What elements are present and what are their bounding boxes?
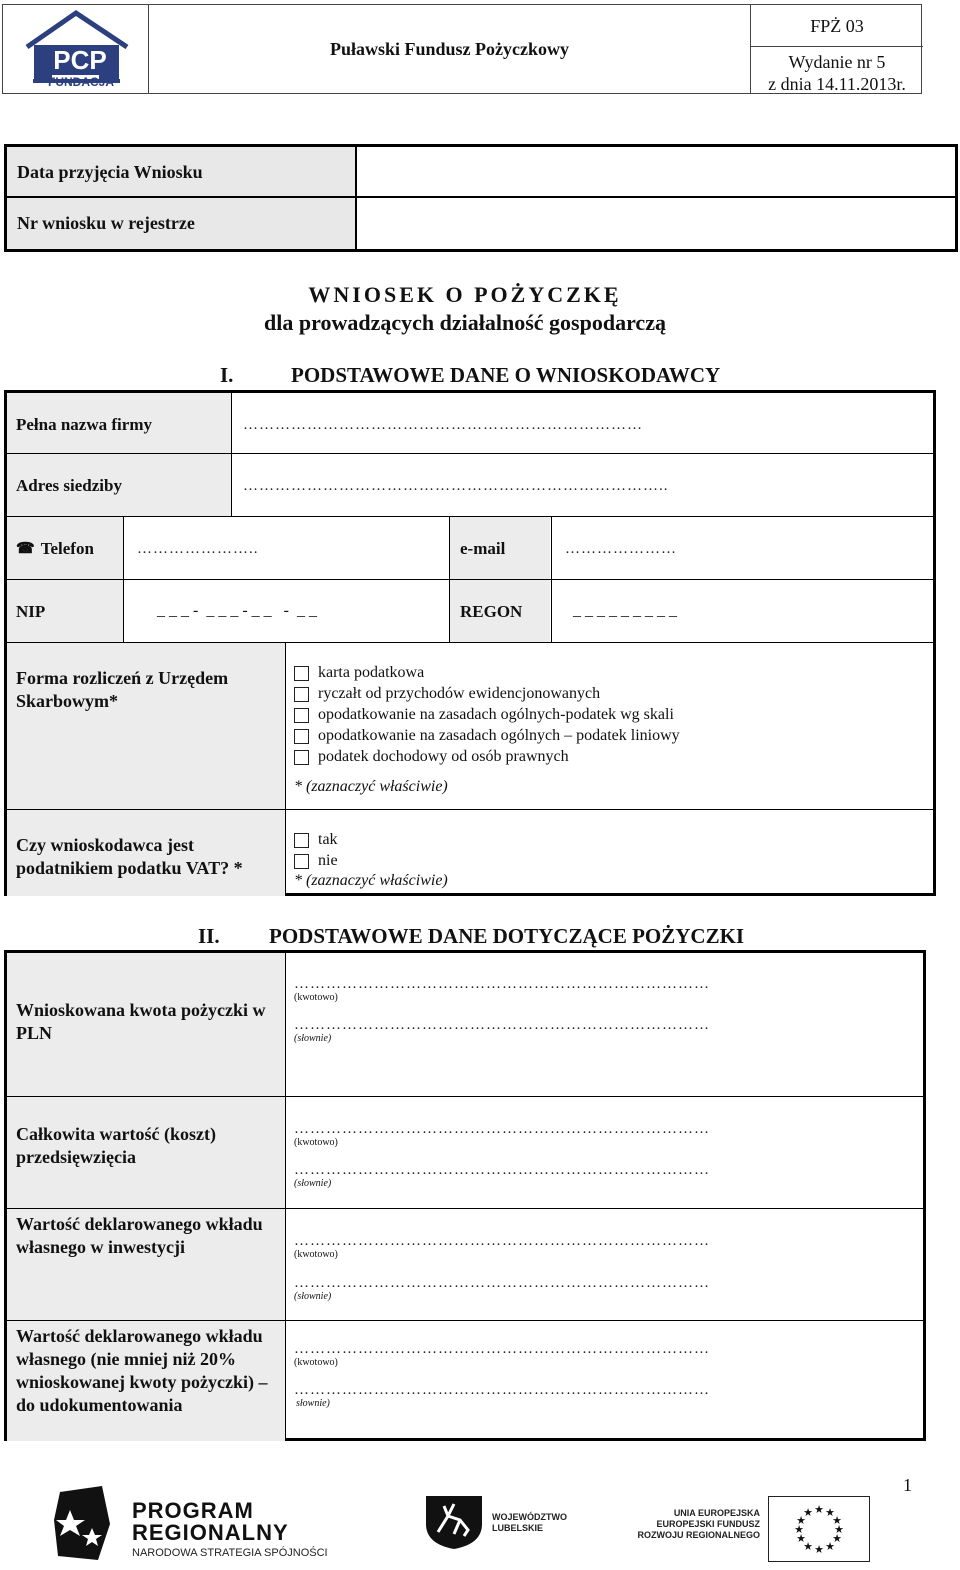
option-label: karta podatkowa xyxy=(318,664,425,681)
checkbox[interactable] xyxy=(294,854,309,869)
svg-text:★: ★ xyxy=(832,1532,842,1545)
section2-title: PODSTAWOWE DANE DOTYCZĄCE POŻYCZKI xyxy=(269,924,745,948)
own-min-field[interactable]: …………………………………………………………………… xyxy=(294,1341,710,1357)
option-label: podatek dochodowy od osób prawnych xyxy=(318,748,569,765)
checkbox[interactable] xyxy=(294,687,309,702)
checkbox[interactable] xyxy=(294,729,309,744)
option-label: ryczałt od przychodów ewidencjonowanych xyxy=(318,685,601,702)
total-words-field[interactable]: …………………………………………………………………… xyxy=(294,1162,710,1178)
poland-map-icon xyxy=(52,1484,112,1562)
tax-option-4[interactable] xyxy=(294,727,680,745)
own-min-words-field[interactable]: …………………………………………………………………… xyxy=(294,1382,710,1398)
email-label: e-mail xyxy=(450,517,550,579)
loan-amount-field[interactable]: …………………………………………………………………… xyxy=(294,976,710,992)
phone-icon: ☎ xyxy=(16,541,35,557)
voivodeship-line2: LUBELSKIE xyxy=(492,1523,544,1533)
doc-meta xyxy=(751,5,923,93)
section2-number: II. xyxy=(198,924,220,948)
reception-number-field[interactable] xyxy=(357,198,955,249)
own-contribution-field[interactable]: …………………………………………………………………… xyxy=(294,1233,710,1249)
reception-date-label: Data przyjęcia Wniosku xyxy=(7,147,357,198)
reception-date-field[interactable] xyxy=(357,147,955,198)
svg-text:★: ★ xyxy=(814,1503,824,1516)
svg-text:★: ★ xyxy=(803,1540,813,1553)
tax-option-3[interactable] xyxy=(294,706,674,724)
pcp-logo xyxy=(3,5,149,93)
tax-option-2[interactable] xyxy=(294,685,600,703)
edition-info xyxy=(751,47,923,95)
eu-line2: EUROPEJSKI FUNDUSZ xyxy=(656,1519,760,1529)
page-number: 1 xyxy=(903,1475,912,1495)
words-hint: słownie) xyxy=(296,1398,330,1409)
doc-code: FPŻ 03 xyxy=(751,5,923,47)
phone-field[interactable]: ………………….. xyxy=(137,541,259,557)
section1-number: I. xyxy=(220,363,234,387)
total-cost-label: Całkowita wartość (koszt) przedsięwzięcia xyxy=(7,1097,285,1208)
tax-note: * (zaznaczyć właściwie) xyxy=(294,778,448,795)
form-subtitle: dla prowadzących działalność gospodarczą xyxy=(264,310,666,335)
amount-hint: (kwotowo) xyxy=(294,992,338,1003)
option-label: tak xyxy=(318,831,338,848)
phone-label: Telefon xyxy=(40,539,94,558)
loan-row-2 xyxy=(7,1097,923,1209)
phone-label-cell xyxy=(7,517,123,579)
svg-text:★: ★ xyxy=(796,1532,806,1545)
svg-text:★: ★ xyxy=(796,1514,806,1527)
program-line2: REGIONALNY xyxy=(132,1520,289,1545)
loan-amount-label: Wnioskowana kwota pożyczki w PLN xyxy=(7,953,285,1096)
program-regionalny-logo xyxy=(52,1484,372,1566)
total-cost-field[interactable]: …………………………………………………………………… xyxy=(294,1121,710,1137)
checkbox[interactable] xyxy=(294,708,309,723)
nip-field[interactable]: _ _ _ - _ _ _ - _ _ - _ _ xyxy=(157,602,317,619)
edition: Wydanie nr 5 xyxy=(788,52,886,72)
address-label: Adres siedziby xyxy=(7,454,231,516)
address-field[interactable]: …………………………………………………………………….. xyxy=(243,478,669,494)
vat-option-yes[interactable] xyxy=(294,831,338,849)
company-row xyxy=(7,393,933,454)
deer-crest-icon xyxy=(424,1494,484,1550)
regon-label: REGON xyxy=(450,580,550,642)
tax-option-5[interactable] xyxy=(294,748,569,766)
vat-option-no[interactable] xyxy=(294,852,338,870)
svg-text:★: ★ xyxy=(825,1506,835,1519)
words-hint: (słownie) xyxy=(294,1033,332,1044)
logo-subtitle: FUNDACJA xyxy=(48,75,114,89)
section1-table xyxy=(4,390,936,896)
eu-stars-icon xyxy=(769,1497,869,1561)
edition-date: z dnia 14.11.2013r. xyxy=(768,74,906,94)
eu-flag xyxy=(768,1496,870,1562)
amount-hint: (kwotowo) xyxy=(294,1249,338,1260)
svg-text:★: ★ xyxy=(803,1506,813,1519)
checkbox[interactable] xyxy=(294,666,309,681)
vat-row xyxy=(7,810,933,896)
amount-hint: (kwotowo) xyxy=(294,1357,338,1368)
eu-fund-text xyxy=(616,1508,760,1548)
loan-row-3 xyxy=(7,1209,923,1321)
tax-option-1[interactable] xyxy=(294,664,424,682)
loan-row-4 xyxy=(7,1321,923,1441)
words-hint: (słownie) xyxy=(294,1291,332,1302)
own-contribution-min-label: Wartość deklarowanego wkładu własnego (nie mniej niż 20% wnioskowanej kwoty pożyczki) – do udokumentowania xyxy=(7,1321,285,1441)
words-hint: (słownie) xyxy=(294,1178,332,1189)
option-label: opodatkowanie na zasadach ogólnych-podatek wg skali xyxy=(318,706,674,723)
company-field[interactable]: ………………………………………………………………… xyxy=(243,417,643,433)
org-name: Puławski Fundusz Pożyczkowy xyxy=(149,5,751,93)
form-title: WNIOSEK O POŻYCZKĘ xyxy=(308,282,622,307)
eu-line3: ROZWOJU REGIONALNEGO xyxy=(637,1530,760,1540)
program-line1: PROGRAM xyxy=(132,1498,254,1523)
eu-line1: UNIA EUROPEJSKA xyxy=(673,1508,760,1518)
nip-regon-row xyxy=(7,580,933,643)
regon-field[interactable]: _ _ _ _ _ _ _ _ _ xyxy=(573,602,677,619)
reception-number-label: Nr wniosku w rejestrze xyxy=(7,198,357,249)
reception-box xyxy=(4,144,958,252)
option-label: nie xyxy=(318,852,338,869)
tax-form-label: Forma rozliczeń z Urzędem Skarbowym* xyxy=(7,643,285,809)
svg-text:★: ★ xyxy=(794,1523,804,1536)
lubelskie-logo xyxy=(424,1494,594,1554)
checkbox[interactable] xyxy=(294,750,309,765)
own-words-field[interactable]: …………………………………………………………………… xyxy=(294,1275,710,1291)
loan-words-field[interactable]: …………………………………………………………………… xyxy=(294,1017,710,1033)
vat-note: * (zaznaczyć właściwie) xyxy=(294,872,448,889)
amount-hint: (kwotowo) xyxy=(294,1137,338,1148)
option-label: opodatkowanie na zasadach ogólnych – podatek liniowy xyxy=(318,727,680,744)
checkbox[interactable] xyxy=(294,833,309,848)
email-field[interactable]: ………………… xyxy=(565,541,677,557)
contact-row xyxy=(7,517,933,580)
nip-label: NIP xyxy=(7,580,123,642)
voivodeship-line1: WOJEWÓDZTWO xyxy=(492,1512,567,1522)
svg-text:★: ★ xyxy=(832,1514,842,1527)
address-row xyxy=(7,454,933,517)
section1-title: PODSTAWOWE DANE O WNIOSKODAWCY xyxy=(291,363,721,387)
logo-text: PCP xyxy=(41,45,119,75)
vat-label: Czy wnioskodawca jest podatnikiem podatku VAT? * xyxy=(7,810,285,896)
svg-text:★: ★ xyxy=(825,1540,835,1553)
document-header xyxy=(2,4,922,94)
program-line3: NARODOWA STRATEGIA SPÓJNOŚCI xyxy=(132,1547,328,1559)
own-contribution-label: Wartość deklarowanego wkładu własnego w inwestycji xyxy=(7,1209,285,1320)
company-label: Pełna nazwa firmy xyxy=(7,393,231,453)
svg-text:★: ★ xyxy=(834,1523,844,1536)
svg-text:★: ★ xyxy=(814,1543,824,1556)
